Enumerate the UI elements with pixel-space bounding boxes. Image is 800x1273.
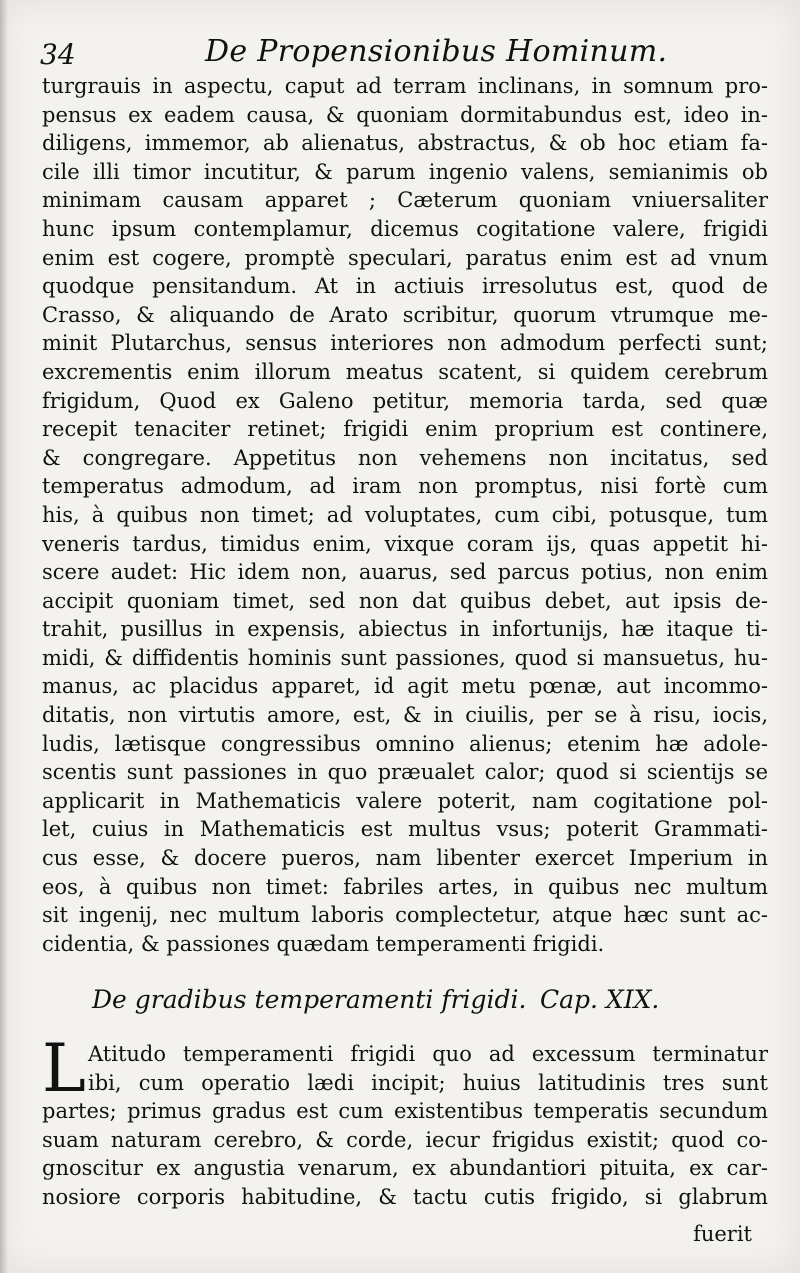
text-line: trahit, pusillus in expensis, abiectus in infortunijs, hæ itaque ti- xyxy=(42,617,768,642)
text-line: temperatus admodum, ad iram non promptus, nisi fortè cum xyxy=(42,474,768,499)
text-line: manus, ac placidus apparet, id agit metu pœnæ, aut incommo- xyxy=(42,674,768,699)
chapter-18-text xyxy=(42,72,768,958)
chapter-title: De gradibus temperamenti frigidi. xyxy=(92,985,527,1014)
chapter-19-text xyxy=(42,1030,768,1212)
text-line: minimam causam apparet ; Cæterum quoniam vniuersaliter xyxy=(42,188,768,213)
chapter-19-heading xyxy=(92,985,732,1021)
text-line: suam naturam cerebro, & corde, iecur frigidus existit; quod co- xyxy=(42,1127,768,1152)
text-line: ditatis, non virtutis amore, est, & in ciuilis, per se à risu, iocis, xyxy=(42,703,768,728)
text-line: let, cuius in Mathematicis est multus vsus; poterit Grammati- xyxy=(42,817,768,842)
text-line: eos, à quibus non timet: fabriles artes, in quibus nec multum xyxy=(42,874,768,899)
text-line: recepit tenaciter retinet; frigidi enim proprium est continere, xyxy=(42,417,768,442)
text-line: accipit quoniam timet, sed non dat quibus debet, aut ipsis de- xyxy=(42,588,768,613)
text-line: ludis, lætisque congressibus omnino alienus; etenim hæ adole- xyxy=(42,731,768,756)
text-line: excrementis enim illorum meatus scatent, si quidem cerebrum xyxy=(42,359,768,384)
text-line: scere audet: Hic idem non, auarus, sed parcus potius, non enim xyxy=(42,560,768,585)
running-head: De Propensionibus Hominum. xyxy=(205,34,668,69)
text-line: minit Plutarchus, sensus interiores non admodum perfecti sunt; xyxy=(42,331,768,356)
text-line: midi, & diffidentis hominis sunt passiones, quod si mansuetus, hu- xyxy=(42,645,768,670)
text-line: pensus ex eadem causa, & quoniam dormitabundus est, ideo in- xyxy=(42,102,768,127)
text-line: applicarit in Mathematicis valere poterit, nam cogitatione pol- xyxy=(42,788,768,813)
page-header xyxy=(40,30,780,70)
text-line: sit ingenij, nec multum laboris complectetur, atque hæc sunt ac- xyxy=(42,903,768,928)
chapter-number: Cap. XIX. xyxy=(540,985,660,1014)
text-line: cile illi timor incutitur, & parum ingenio valens, semianimis ob xyxy=(42,159,768,184)
text-line: scentis sunt passiones in quo præualet calor; quod si scientijs se xyxy=(42,760,768,785)
text-line: cus esse, & docere pueros, nam libenter exercet Imperium in xyxy=(42,846,768,871)
text-line: frigidum, Quod ex Galeno petitur, memoria tarda, sed quæ xyxy=(42,388,768,413)
text-line: hunc ipsum contemplamur, dicemus cogitatione valere, frigidi xyxy=(42,216,768,241)
text-line: veneris tardus, timidus enim, vixque coram ijs, quas appetit hi- xyxy=(42,531,768,556)
text-line: nosiore corporis habitudine, & tactu cutis frigido, si glabrum xyxy=(42,1184,768,1209)
drop-cap-initial: L xyxy=(42,1030,86,1107)
page-gutter-shadow xyxy=(0,0,8,1273)
text-line: quodque pensitandum. At in actiuis irresolutus est, quod de xyxy=(42,274,768,299)
text-line: his, à quibus non timet; ad voluptates, cum cibi, potusque, tum xyxy=(42,502,768,527)
text-line: ibi, cum operatio lædi incipit; huius latitudinis tres sunt xyxy=(88,1070,768,1095)
page-number: 34 xyxy=(40,38,76,71)
text-line: partes; primus gradus est cum existentibus temperatis secundum xyxy=(42,1099,768,1124)
text-line: turgrauis in aspectu, caput ad terram inclinans, in somnum pro- xyxy=(42,74,768,98)
text-line: cidentia, & passiones quædam temperamenti frigidi. xyxy=(42,931,605,956)
text-line: enim est cogere, promptè speculari, paratus enim est ad vnum xyxy=(42,245,768,270)
text-line: gnoscitur ex angustia venarum, ex abundantiori pituita, ex car- xyxy=(42,1156,768,1181)
text-line: Atitudo temperamenti frigidi quo ad excessum terminatur xyxy=(88,1042,768,1066)
text-line: & congregare. Appetitus non vehemens non incitatus, sed xyxy=(42,445,768,470)
text-line: diligens, immemor, ab alienatus, abstractus, & ob hoc etiam fa- xyxy=(42,131,768,156)
catchword: fuerit xyxy=(693,1222,752,1246)
text-line: Crasso, & aliquando de Arato scribitur, quorum vtrumque me- xyxy=(42,302,768,327)
